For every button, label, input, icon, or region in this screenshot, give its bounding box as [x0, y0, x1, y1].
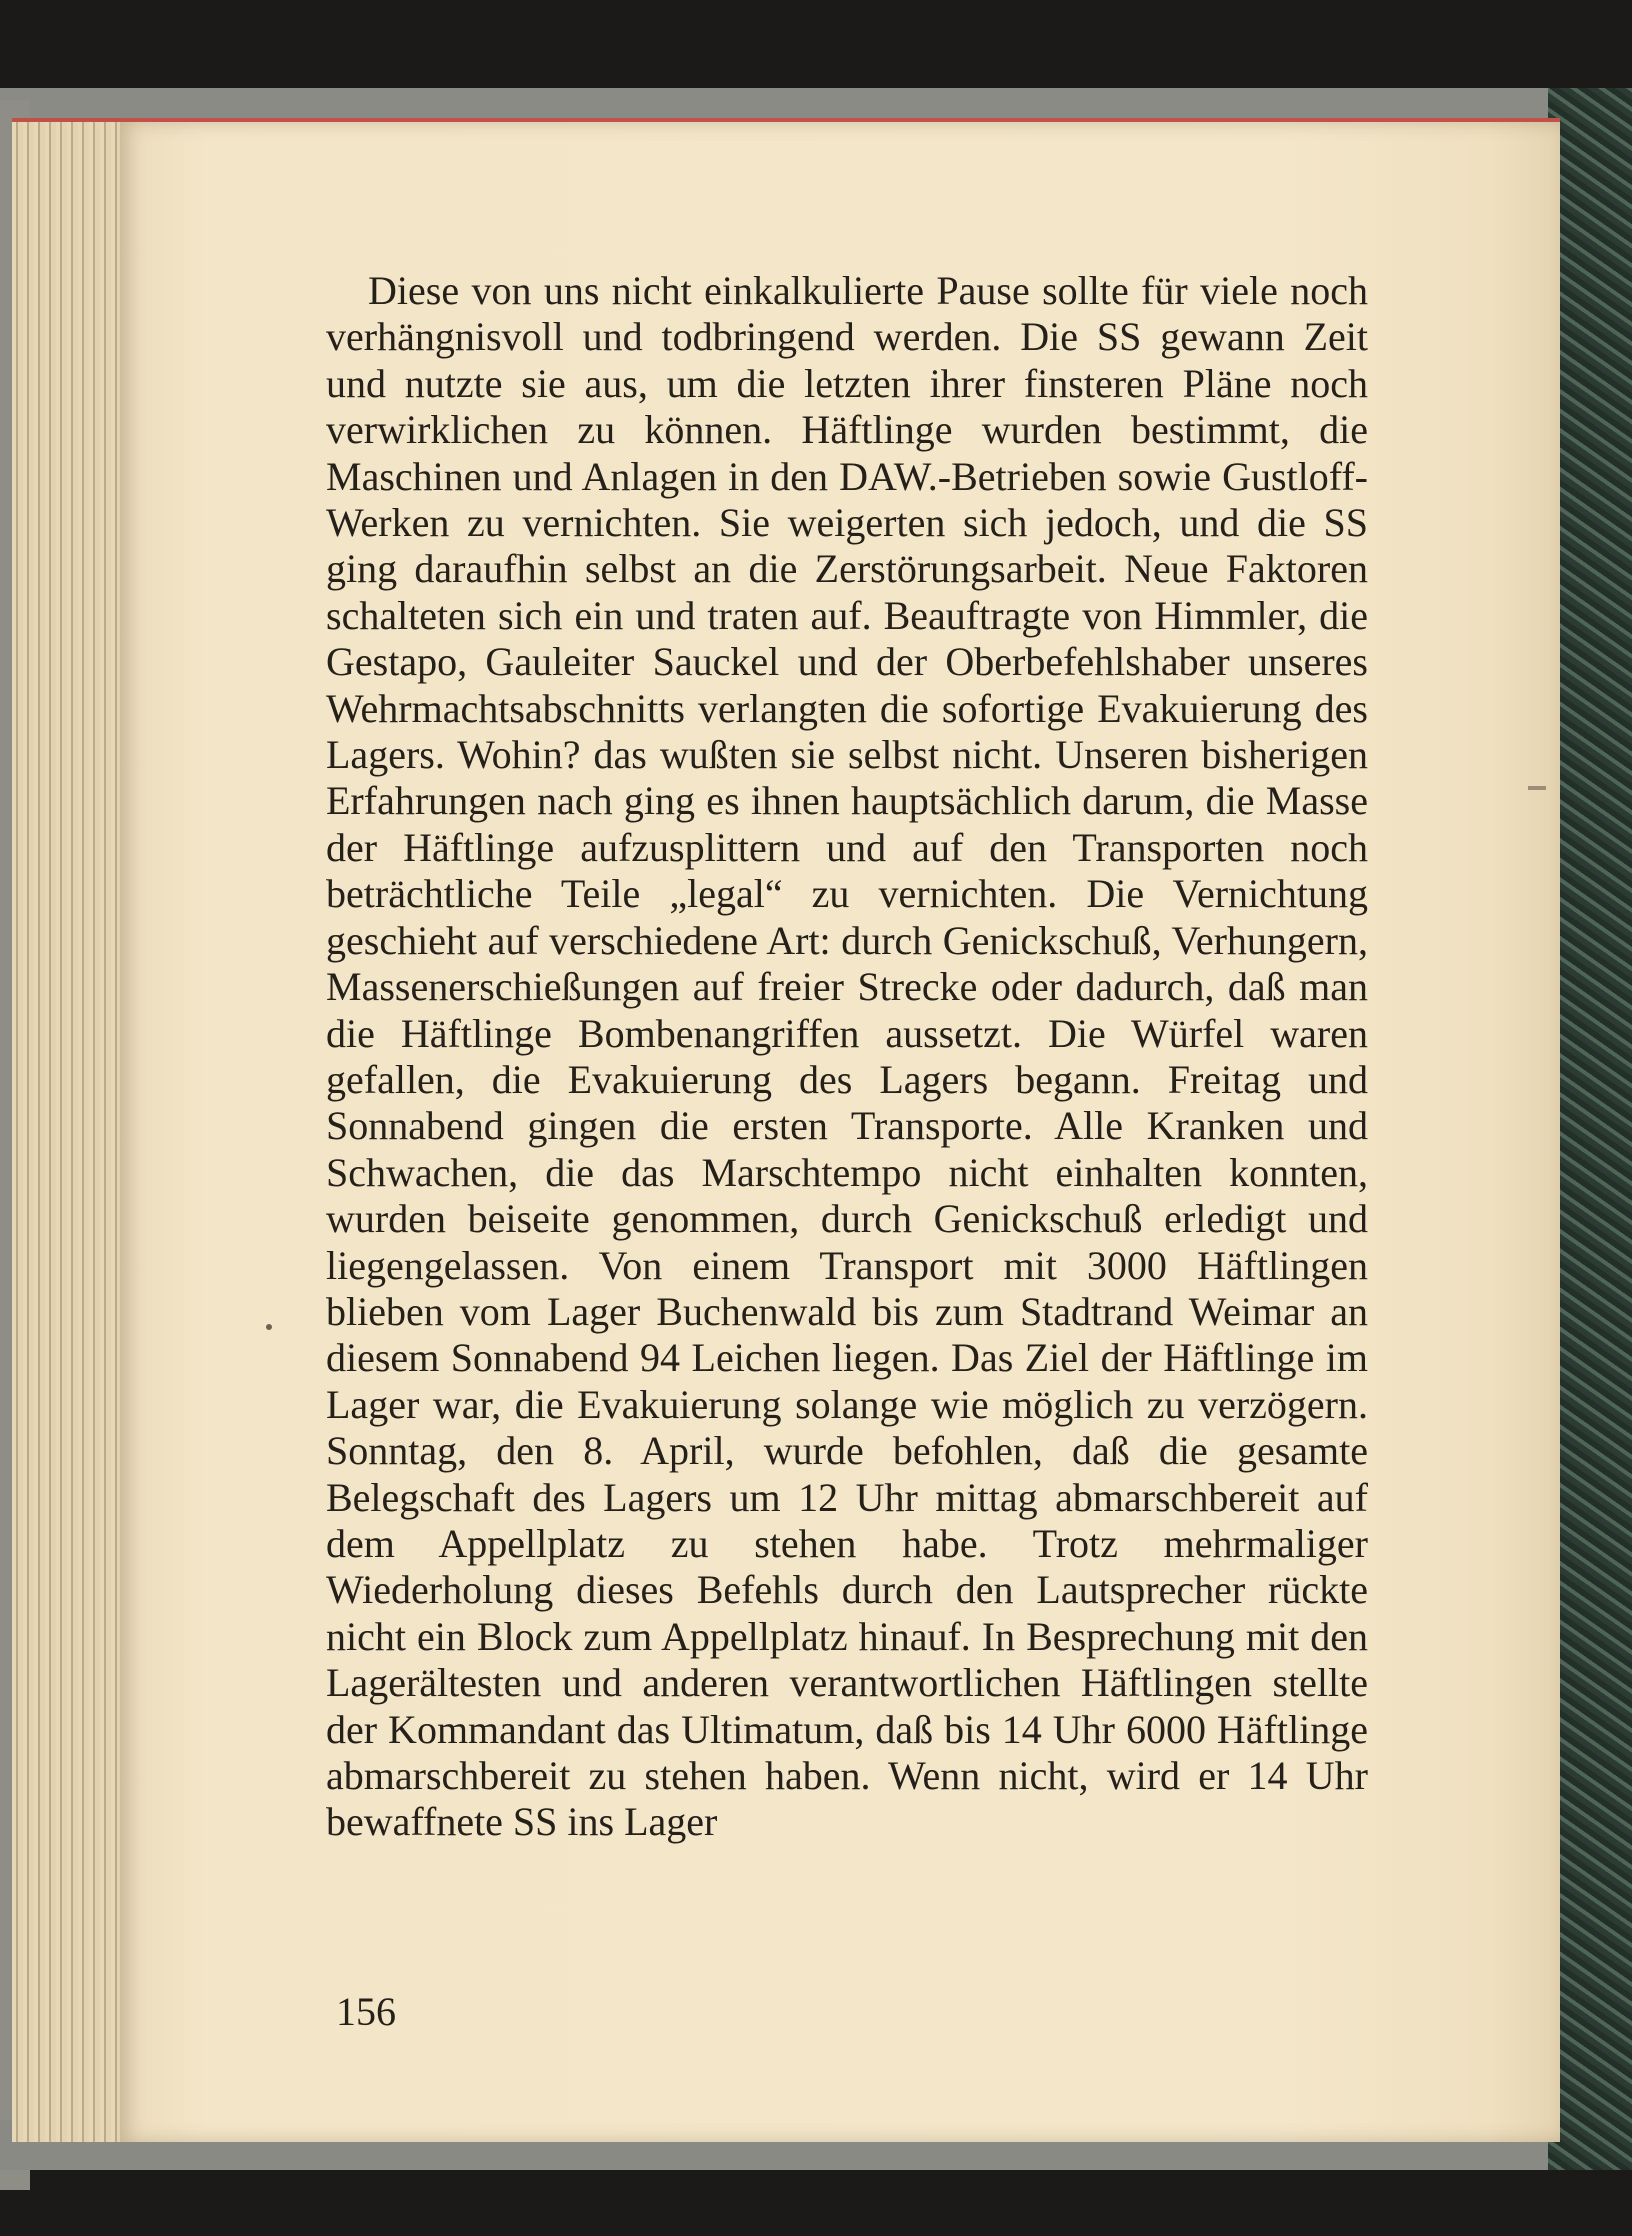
page-stack-edge [12, 118, 132, 2142]
body-paragraph: Diese von uns nicht einkalkulierte Pause sollte für viele noch verhängnisvoll und todbringend werden. Die SS gewann Zeit und nutzte sie aus, um die letzten ihrer finsteren Pläne noch verwirklichen zu können. Häftlinge wurden bestimmt, die Maschinen und Anlagen in den DAW.-Betrieben sowie Gustloff-Werken zu vernichten. Sie weigerten sich jedoch, und die SS ging daraufhin selbst an die Zerstörungsarbeit. Neue Faktoren schalteten sich ein und traten auf. Beauftragte von Himmler, die Gestapo, Gauleiter Sauckel und der Oberbefehlshaber unseres Wehrmachtsabschnitts verlangten die sofortige Evakuierung des Lagers. Wohin? das wußten sie selbst nicht. Unseren bisherigen Erfahrungen nach ging es ihnen hauptsächlich darum, die Masse der Häftlinge aufzusplittern und auf den Transporten noch beträchtliche Teile „legal“ zu vernichten. Die Vernichtung geschieht auf verschiedene Art: durch Genickschuß, Verhungern, Massenerschießungen auf freier Strecke oder dadurch, daß man die Häftlinge Bombenangriffen aussetzt. Die Würfel waren gefallen, die Evakuierung des Lagers begann. Freitag und Sonnabend gingen die ersten Transporte. Alle Kranken und Schwachen, die das Marschtempo nicht einhalten konnten, wurden beiseite genommen, durch Genickschuß erledigt und liegengelassen. Von einem Transport mit 3000 Häftlingen blieben vom Lager Buchenwald bis zum Stadtrand Weimar an diesem Sonnabend 94 Leichen liegen. Das Ziel der Häftlinge im Lager war, die Evakuierung solange wie möglich zu verzögern. Sonntag, den 8. April, wurde befohlen, daß die gesamte Belegschaft des Lagers um 12 Uhr mittag abmarschbereit auf dem Appellplatz zu stehen habe. Trotz mehrmaliger Wiederholung dieses Befehls durch den Lautsprecher rückte nicht ein Block zum Appellplatz hinauf. In Besprechung mit den Lagerältesten und anderen verantwortlichen Häftlingen stellte der Kommandant das Ultimatum, daß bis 14 Uhr 6000 Häftlinge abmarschbereit zu stehen haben. Wenn nicht, wird er 14 Uhr bewaffnete SS ins Lager [326, 268, 1368, 1845]
margin-mark [1528, 786, 1546, 790]
page-body-text [326, 268, 1368, 1846]
page-number: 156 [336, 1989, 396, 2034]
book-spine-cloth [1548, 88, 1632, 2170]
paper-speck [266, 1324, 272, 1330]
